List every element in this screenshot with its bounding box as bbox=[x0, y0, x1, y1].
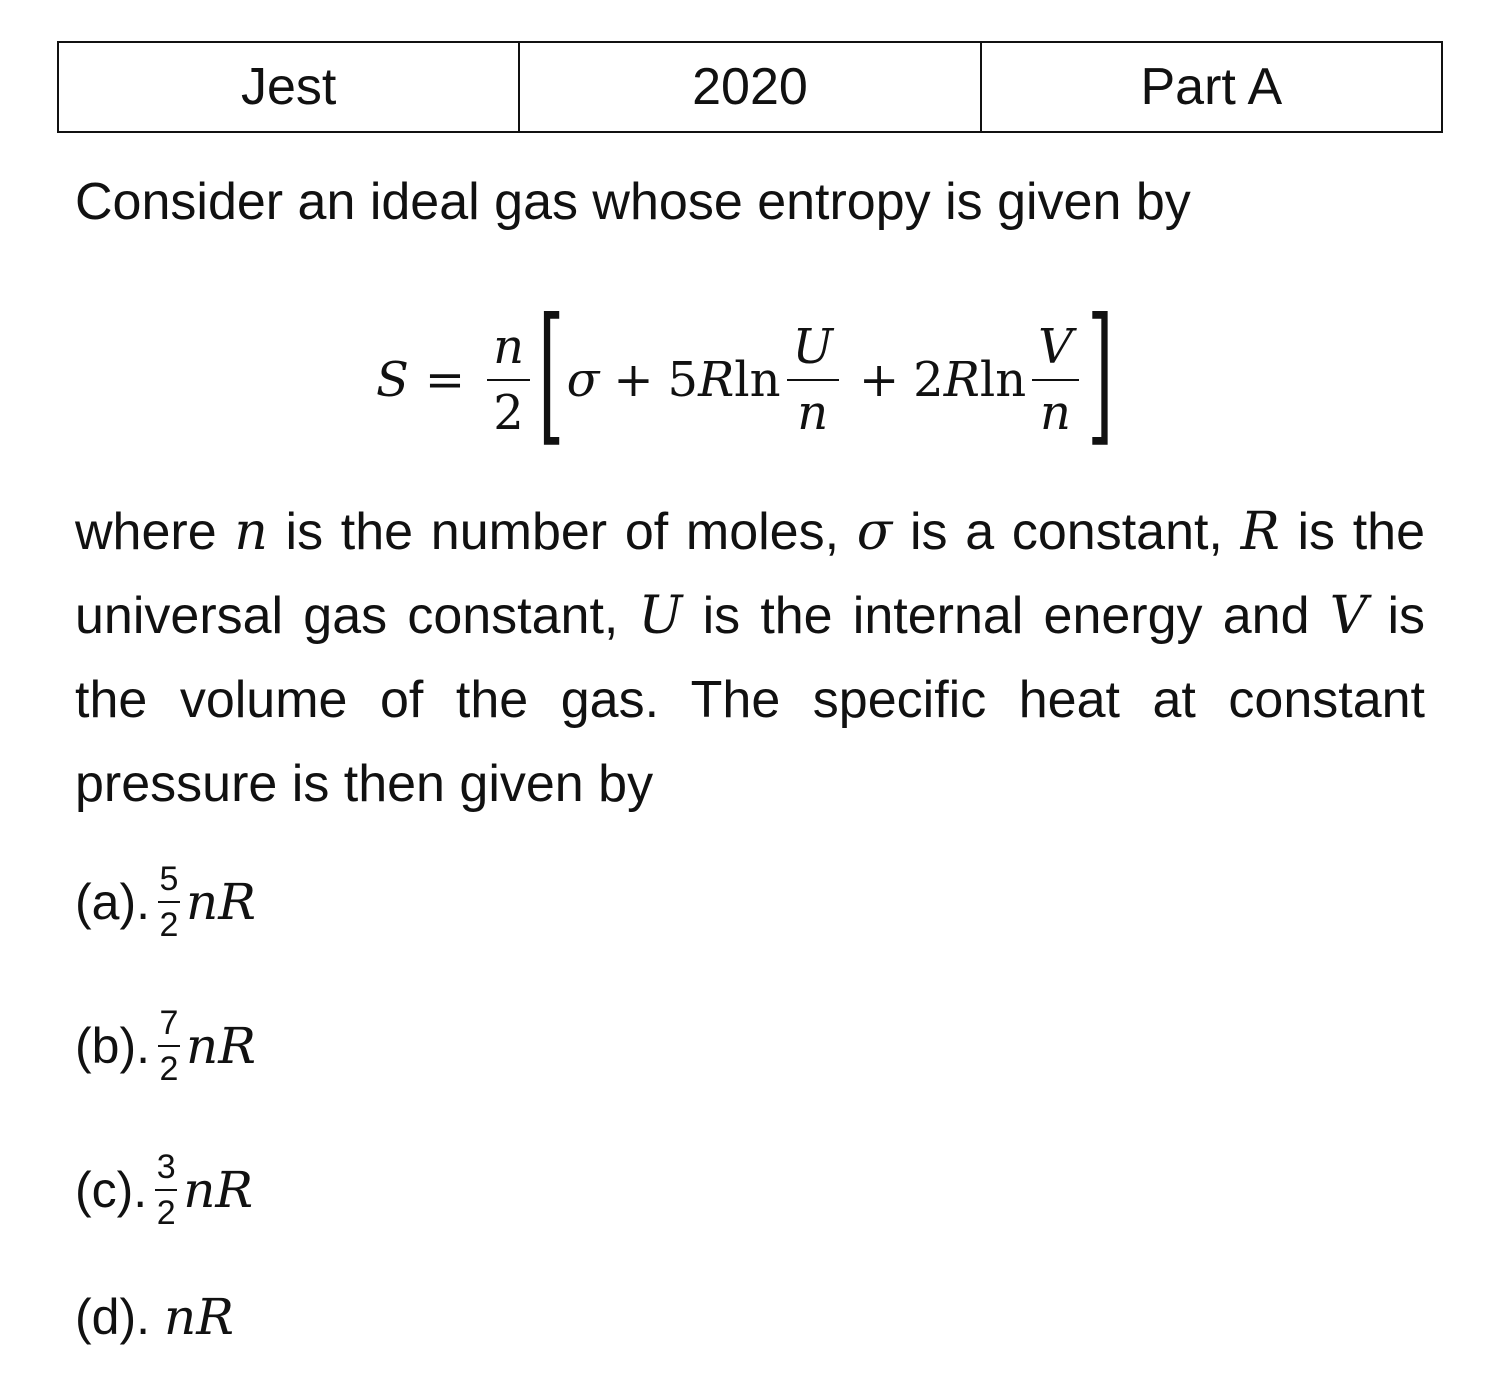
eq-lhs: S bbox=[376, 352, 409, 408]
eq-frac2-denominator: n bbox=[1040, 385, 1071, 441]
desc-text-1: where bbox=[75, 503, 235, 561]
option-b-numerator: 7 bbox=[159, 1004, 179, 1042]
header-exam-cell: Jest bbox=[58, 42, 519, 132]
eq-equals: = bbox=[424, 352, 466, 408]
option-a-expression: nR bbox=[186, 873, 256, 931]
eq-ln-1: ln bbox=[734, 352, 781, 408]
desc-text-3: is a constant, bbox=[892, 503, 1241, 561]
eq-prefactor-numerator: n bbox=[493, 319, 525, 375]
eq-frac1-numerator: U bbox=[792, 319, 833, 375]
option-d-label: (d). bbox=[75, 1289, 150, 1345]
option-c-expression: nR bbox=[183, 1161, 254, 1219]
option-b-fraction bbox=[158, 1006, 180, 1086]
option-b-denominator: 2 bbox=[159, 1050, 179, 1088]
eq-prefactor-fraction bbox=[487, 321, 530, 439]
eq-frac-V-over-n bbox=[1032, 321, 1079, 439]
eq-frac1-bar bbox=[787, 379, 839, 381]
desc-var-R: R bbox=[1240, 502, 1280, 562]
question-description bbox=[75, 490, 1425, 826]
desc-var-n: n bbox=[234, 502, 268, 562]
header-part-cell: Part A bbox=[981, 42, 1442, 132]
header-year-cell: 2020 bbox=[519, 42, 980, 132]
desc-text-5: is the internal energy and bbox=[682, 587, 1330, 645]
eq-close-bracket: ] bbox=[1086, 287, 1114, 461]
header-table bbox=[57, 41, 1443, 133]
eq-sigma: σ bbox=[566, 352, 600, 408]
entropy-equation bbox=[376, 287, 1115, 461]
option-b-expression: nR bbox=[186, 1017, 256, 1075]
question-intro: Consider an ideal gas whose entropy is given by bbox=[75, 173, 1191, 231]
option-c-denominator: 2 bbox=[156, 1194, 176, 1232]
eq-R-2: R bbox=[943, 352, 980, 408]
desc-var-V: V bbox=[1329, 586, 1368, 646]
desc-var-sigma: σ bbox=[856, 502, 893, 562]
eq-ln-2: ln bbox=[979, 352, 1027, 408]
eq-prefactor-bar bbox=[487, 379, 530, 381]
option-a-bar bbox=[158, 901, 180, 903]
option-a[interactable] bbox=[75, 862, 256, 942]
option-c-label: (c). bbox=[75, 1162, 148, 1218]
option-b[interactable] bbox=[75, 1006, 256, 1086]
header-row bbox=[58, 42, 1442, 132]
desc-text-4: is the universal gas constant, bbox=[75, 503, 1426, 645]
eq-plus-2: + bbox=[858, 352, 900, 408]
option-a-denominator: 2 bbox=[159, 906, 179, 944]
eq-frac-U-over-n bbox=[787, 321, 839, 439]
eq-frac2-numerator: V bbox=[1038, 319, 1073, 375]
option-b-bar bbox=[158, 1045, 180, 1047]
desc-text-2: is the number of moles, bbox=[267, 503, 857, 561]
option-a-numerator: 5 bbox=[159, 860, 179, 898]
eq-frac2-bar bbox=[1032, 379, 1079, 381]
eq-open-bracket: [ bbox=[538, 287, 565, 461]
option-c-numerator: 3 bbox=[156, 1148, 176, 1186]
desc-text-6: is the volume of the gas. The specific heat at constant pressure is then given by bbox=[75, 587, 1425, 813]
option-a-label: (a). bbox=[75, 874, 150, 930]
option-a-fraction bbox=[158, 862, 180, 942]
eq-R-1: R bbox=[698, 352, 735, 408]
option-c-bar bbox=[155, 1189, 177, 1191]
eq-coef-5: 5 bbox=[667, 352, 699, 408]
desc-var-U: U bbox=[638, 586, 683, 646]
eq-plus-1: + bbox=[613, 352, 654, 408]
eq-frac1-denominator: n bbox=[797, 385, 829, 441]
option-d-expression: nR bbox=[164, 1288, 234, 1346]
option-c-fraction bbox=[155, 1150, 177, 1230]
eq-coef-2: 2 bbox=[913, 352, 944, 408]
eq-prefactor-denominator: 2 bbox=[493, 385, 524, 441]
option-d[interactable] bbox=[75, 1288, 234, 1346]
option-c[interactable] bbox=[75, 1150, 253, 1230]
option-b-label: (b). bbox=[75, 1018, 150, 1074]
